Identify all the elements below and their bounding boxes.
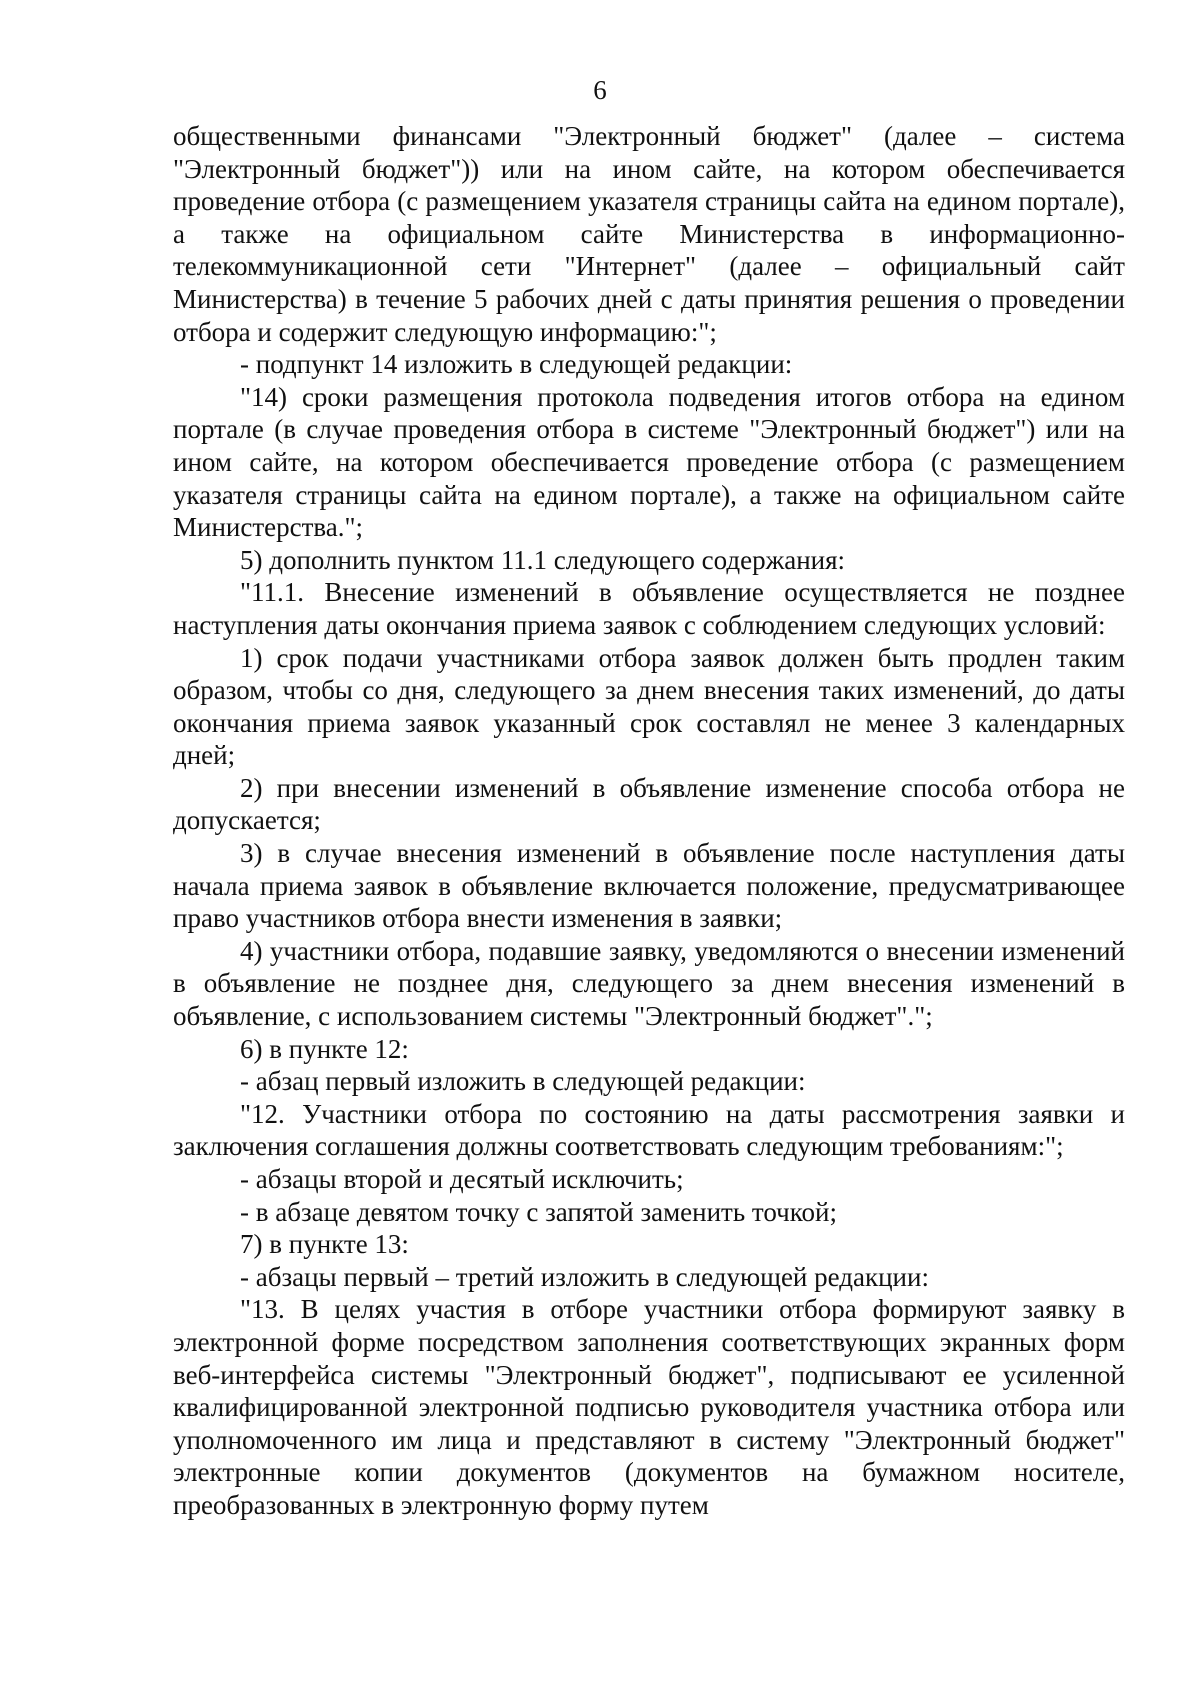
paragraph: - абзацы первый – третий изложить в следующей редакции: xyxy=(240,1261,929,1292)
paragraph: 1) срок подачи участниками отбора заявок должен быть продлен таким образом, чтобы со дня, следующего за днем внесения таких изменений, до даты окончания приема заявок указанный срок составлял не менее 3 календарных дней; xyxy=(173,642,1125,771)
paragraph: 4) участники отбора, подавшие заявку, уведомляются о внесении изменений в объявление не позднее дня, следующего за днем внесения изменений в объявление, с использованием системы "Электронный бюджет"."; xyxy=(173,935,1125,1032)
paragraph: общественными финансами "Электронный бюджет" (далее – система "Электронный бюджет")) или на ином сайте, на котором обеспечивается проведение отбора (с размещением указателя страницы сайта на едином портале), а также на официальном сайте Министерства в информационно-телекоммуникационной сети "Интернет" (далее – официальный сайт Министерства) в течение 5 рабочих дней с даты принятия решения о проведении отбора и содержит следующую информацию:"; xyxy=(173,121,1125,347)
document-body xyxy=(173,120,1125,1522)
paragraph: "12. Участники отбора по состоянию на даты рассмотрения заявки и заключения соглашения должны соответствовать следующим требованиям:"; xyxy=(173,1098,1125,1162)
paragraph: "11.1. Внесение изменений в объявление осуществляется не позднее наступления даты окончания приема заявок с соблюдением следующих условий: xyxy=(173,577,1125,640)
paragraph: - абзацы второй и десятый исключить; xyxy=(240,1164,684,1194)
paragraph: 3) в случае внесения изменений в объявление после наступления даты начала приема заявок в объявление включается положение, предусматривающее право участников отбора внести изменения в заявки; xyxy=(173,838,1125,934)
paragraph: 7) в пункте 13: xyxy=(240,1229,409,1260)
paragraph: 2) при внесении изменений в объявление изменение способа отбора не допускается; xyxy=(173,772,1125,836)
paragraph: - в абзаце девятом точку с запятой заменить точкой; xyxy=(240,1196,837,1227)
paragraph: 5) дополнить пунктом 11.1 следующего содержания: xyxy=(240,544,846,575)
paragraph: "14) сроки размещения протокола подведения итогов отбора на едином портале (в случае проведения отбора в системе "Электронный бюджет") или на ином сайте, на котором обеспечивается проведение отбора (с размещением указателя страницы сайта на едином портале), а также на официальном сайте Министерства."; xyxy=(173,381,1125,543)
paragraph: - подпункт 14 изложить в следующей редакции: xyxy=(240,349,793,380)
page-number: 6 xyxy=(593,75,607,105)
paragraph: 6) в пункте 12: xyxy=(240,1033,409,1064)
paragraph: "13. В целях участия в отборе участники отбора формируют заявку в электронной форме посредством заполнения соответствующих экранных форм веб-интерфейса системы "Электронный бюджет", подписывают ее усиленной квалифицированной электронной подписью руководителя участника отбора или уполномоченного им лица и представляют в систему "Электронный бюджет" электронные копии документов (документов на бумажном носителе, преобразованных в электронную форму путем xyxy=(173,1294,1125,1520)
paragraph: - абзац первый изложить в следующей редакции: xyxy=(240,1066,806,1097)
